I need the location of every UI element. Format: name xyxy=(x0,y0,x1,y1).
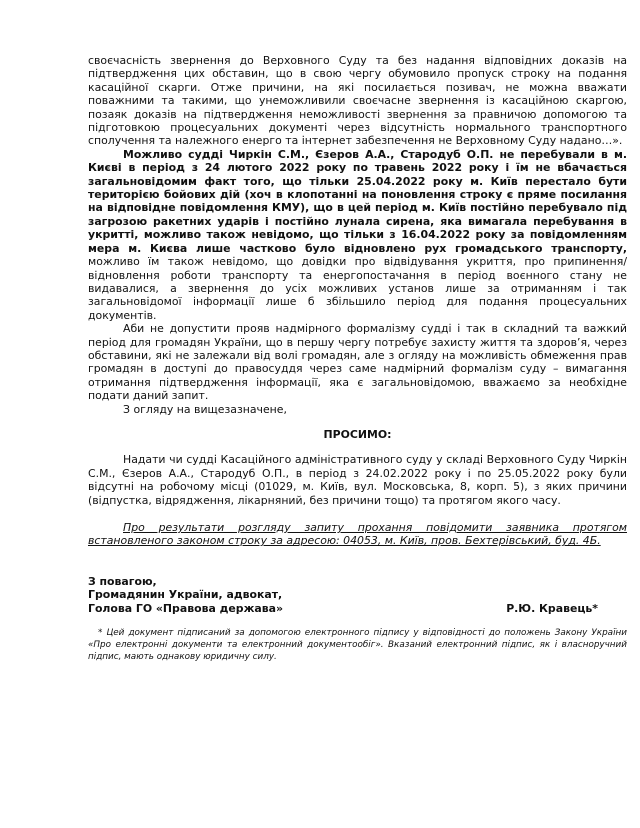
signature-respect-line: З повагою, xyxy=(88,574,157,588)
paragraph-judges-argument-bold: Можливо судді Чиркін С.М., Єзеров А.А., Стародуб О.П. не перебували в м. Києві в період з 24 лютого 2022 року по травень 2022 року і їм не вбачається загальновідомим факт того, що тільки 25.04.2022 року м. Київ перестало бути територією бойових дій (хоч в клопотанні на поновлення строку є пряме посилання на відповідне повідомлення КМУ), що в цей період м. Київ постійно перебувало під загрозою ракетних ударів і постійно лунала сирена, яка вимагала перебування в укритті, можливо також невідомо, що тільки з 16.04.2022 року за повідомленням мера м. Києва лише частково було відновлено рух громадського транспорту, xyxy=(88,147,627,255)
signature-citizen-line: Громадянин України, адвокат, xyxy=(88,588,283,602)
paragraph-formalism: Аби не допустити прояв надмірного формалізму судді і так в складний та важкий період для громадян України, що в першу чергу потребує захисту життя та здоров’я, через обставини, які не залежали від волі громадян, але з огляду на можливість обмеження прав громадян в доступі до правосуддя через саме надмірний формалізм суду – вимагання отримання підтвердження інформації, яка є загальновідомою, вважаємо за необхідне подати даний запит. xyxy=(88,322,627,403)
footnote-esignature: * Цей документ підписаний за допомогою електронного підпису у відповідності до положень Закону України «Про електронні документи та електронний документообіг». Вказаний електронний підпис, як і власноручний підпис, мають однакову юридичну силу. xyxy=(88,628,627,663)
signature-title-line: Голова ГО «Правова держава» xyxy=(88,601,284,615)
document-content xyxy=(88,54,627,664)
paragraph-considering: З огляду на вищезазначене, xyxy=(123,402,287,416)
paragraph-judges-argument-regular: можливо їм також невідомо, що довідки про відвідування укриття, про припинення/відновлення роботи транспорту та енергопостачання в період воєнного стану не видавалися, а звернення до усіх можливих установ лише за отриманням і так загальновідомої інформації лише б збільшило період для подання процесуальних документів. xyxy=(88,255,627,322)
paragraph-continuation: своєчасність звернення до Верховного Суду та без надання відповідних доказів на підтвердження цих обставин, що в свою чергу обумовило пропуск строку на подання касаційної скарги. Отже причини, на які посилається позивач, не можна вважати поважними та такими, що унеможливили своєчасне звернення із касаційною скаргою, позаяк доказів на підтвердження неможливості звернення за правничою допомогою та підготовкою процесуальних документі через відсутність нормального транспортного сполучення та належного енерго та інтернет забезпечення не Верховному Суду надано…». xyxy=(88,54,627,148)
signature-row xyxy=(88,602,627,615)
signature-block xyxy=(88,575,627,615)
paragraph-request: Надати чи судді Касаційного адміністративного суду у складі Верховного Суду Чиркін С.М., Єзеров А.А., Стародуб О.П., в період з 24.02.2022 року і по 25.05.2022 року були відсутні на робочому місці (01029, м. Київ, вул. Московська, 8, корп. 5), з яких причини (відпустка, відрядження, лікарняний, без причини тощо) та протягом якого часу. xyxy=(88,453,627,507)
signature-name: Р.Ю. Кравець* xyxy=(506,601,598,615)
paragraph-judges-argument xyxy=(88,148,627,322)
paragraph-reply-address: Про результати розгляду запиту прохання повідомити заявника протягом встановленого законом строку за адресою: 04053, м. Київ, пров. Бехтерівський, буд. 4Б. xyxy=(88,521,627,548)
request-heading: ПРОСИМО: xyxy=(323,427,392,441)
